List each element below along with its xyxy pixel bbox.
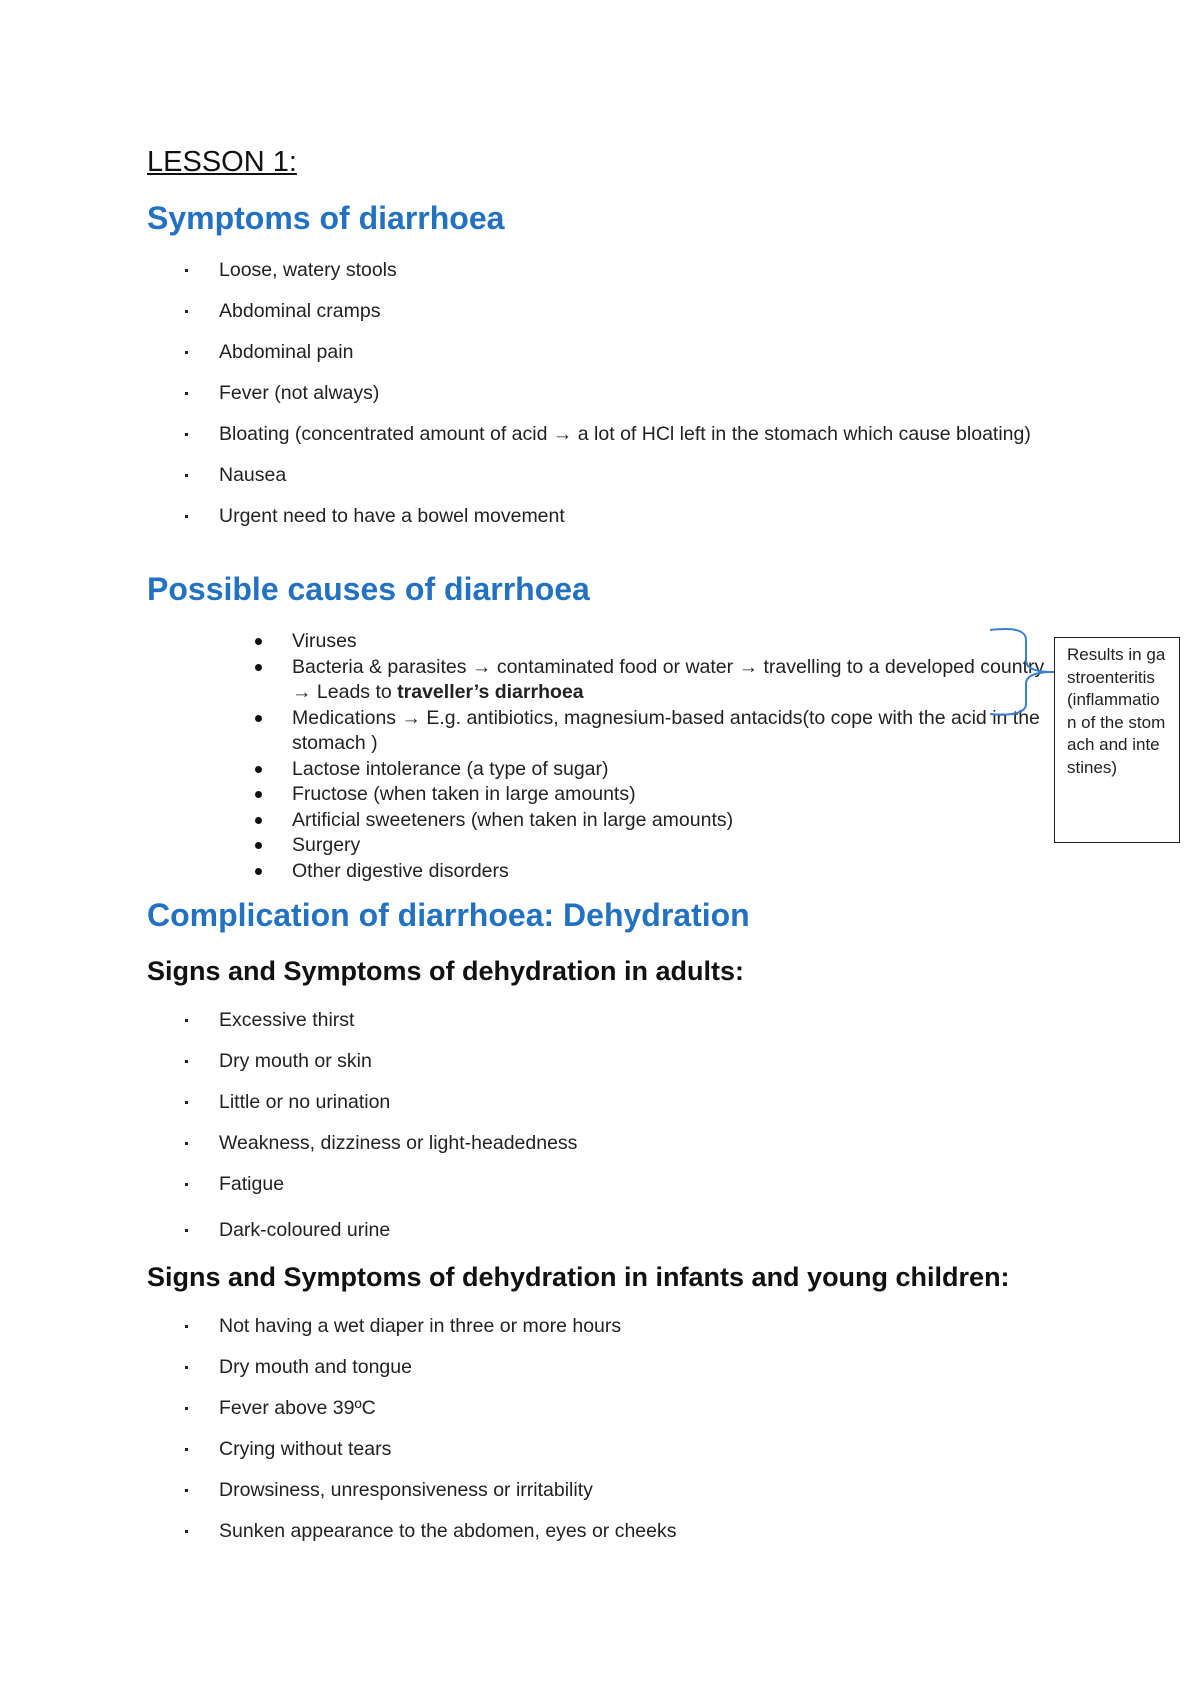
text: travelling to a developed country (758, 655, 1045, 678)
list-item: Abdominal pain (147, 339, 1047, 365)
list-item: Urgent need to have a bowel movement (147, 503, 1047, 529)
text: Bloating (concentrated amount of acid (219, 423, 553, 445)
list-item: Loose, watery stools (147, 257, 1047, 283)
list-item: Crying without tears (147, 1436, 1047, 1462)
list-item (147, 655, 1047, 706)
text: Leads to (311, 681, 398, 703)
arrow-icon: → (292, 681, 312, 703)
arrow-icon: → (401, 706, 421, 729)
annotation-box: Results in gastroenteritis (inflammation of the stomach and intestines) (1054, 637, 1180, 843)
list-item: Artificial sweeteners (when taken in large amounts) (147, 808, 1047, 834)
list-item: Weakness, dizziness or light-headedness (147, 1130, 1047, 1156)
list-item (147, 421, 1047, 447)
arrow-icon: → (552, 423, 573, 445)
list-item: Dry mouth or skin (147, 1048, 1047, 1074)
list-item: Viruses (147, 629, 1047, 655)
symptoms-heading: Symptoms of diarrhoea (147, 200, 505, 236)
text: contaminated food or water (491, 655, 739, 678)
causes-heading: Possible causes of diarrhoea (147, 571, 590, 607)
text: a lot of HCl left in the stomach which cause bloating) (572, 423, 1031, 445)
list-item: Little or no urination (147, 1089, 1047, 1115)
symptoms-list (147, 257, 1047, 544)
list-item: Nausea (147, 462, 1047, 488)
list-item: Fever (not always) (147, 380, 1047, 406)
list-item: Drowsiness, unresponsiveness or irritability (147, 1477, 1047, 1503)
list-item: Fatigue (147, 1171, 1047, 1197)
list-item: Surgery (147, 833, 1047, 859)
children-list (147, 1313, 1047, 1559)
list-item: Fever above 39ºC (147, 1395, 1047, 1421)
list-item: Other digestive disorders (147, 859, 1047, 885)
arrow-icon: → (738, 655, 759, 678)
text: Bacteria & parasites (292, 655, 472, 678)
list-item: Excessive thirst (147, 1007, 1047, 1033)
bold-term: traveller’s diarrhoea (397, 681, 584, 703)
text: Medications (292, 706, 402, 729)
complication-heading: Complication of diarrhoea: Dehydration (147, 897, 750, 933)
text: E.g. antibiotics, magnesium-based antacids(to cope with the acid in the stomach ) (292, 706, 1040, 754)
list-item (147, 706, 1047, 757)
adults-heading: Signs and Symptoms of dehydration in adults: (147, 956, 745, 986)
list-item: Abdominal cramps (147, 298, 1047, 324)
list-item: Lactose intolerance (a type of sugar) (147, 757, 1047, 783)
arrow-icon: → (471, 655, 492, 678)
list-item: Not having a wet diaper in three or more hours (147, 1313, 1047, 1339)
curly-brace-icon (990, 626, 1056, 718)
causes-list (147, 629, 1047, 884)
list-item: Sunken appearance to the abdomen, eyes or cheeks (147, 1518, 1047, 1544)
list-item: Dark-coloured urine (147, 1217, 1047, 1243)
lesson-title: LESSON 1: (147, 146, 297, 178)
list-item: Fructose (when taken in large amounts) (147, 782, 1047, 808)
adults-list (147, 1007, 1047, 1258)
list-item: Dry mouth and tongue (147, 1354, 1047, 1380)
children-heading: Signs and Symptoms of dehydration in infants and young children: (147, 1262, 1010, 1292)
